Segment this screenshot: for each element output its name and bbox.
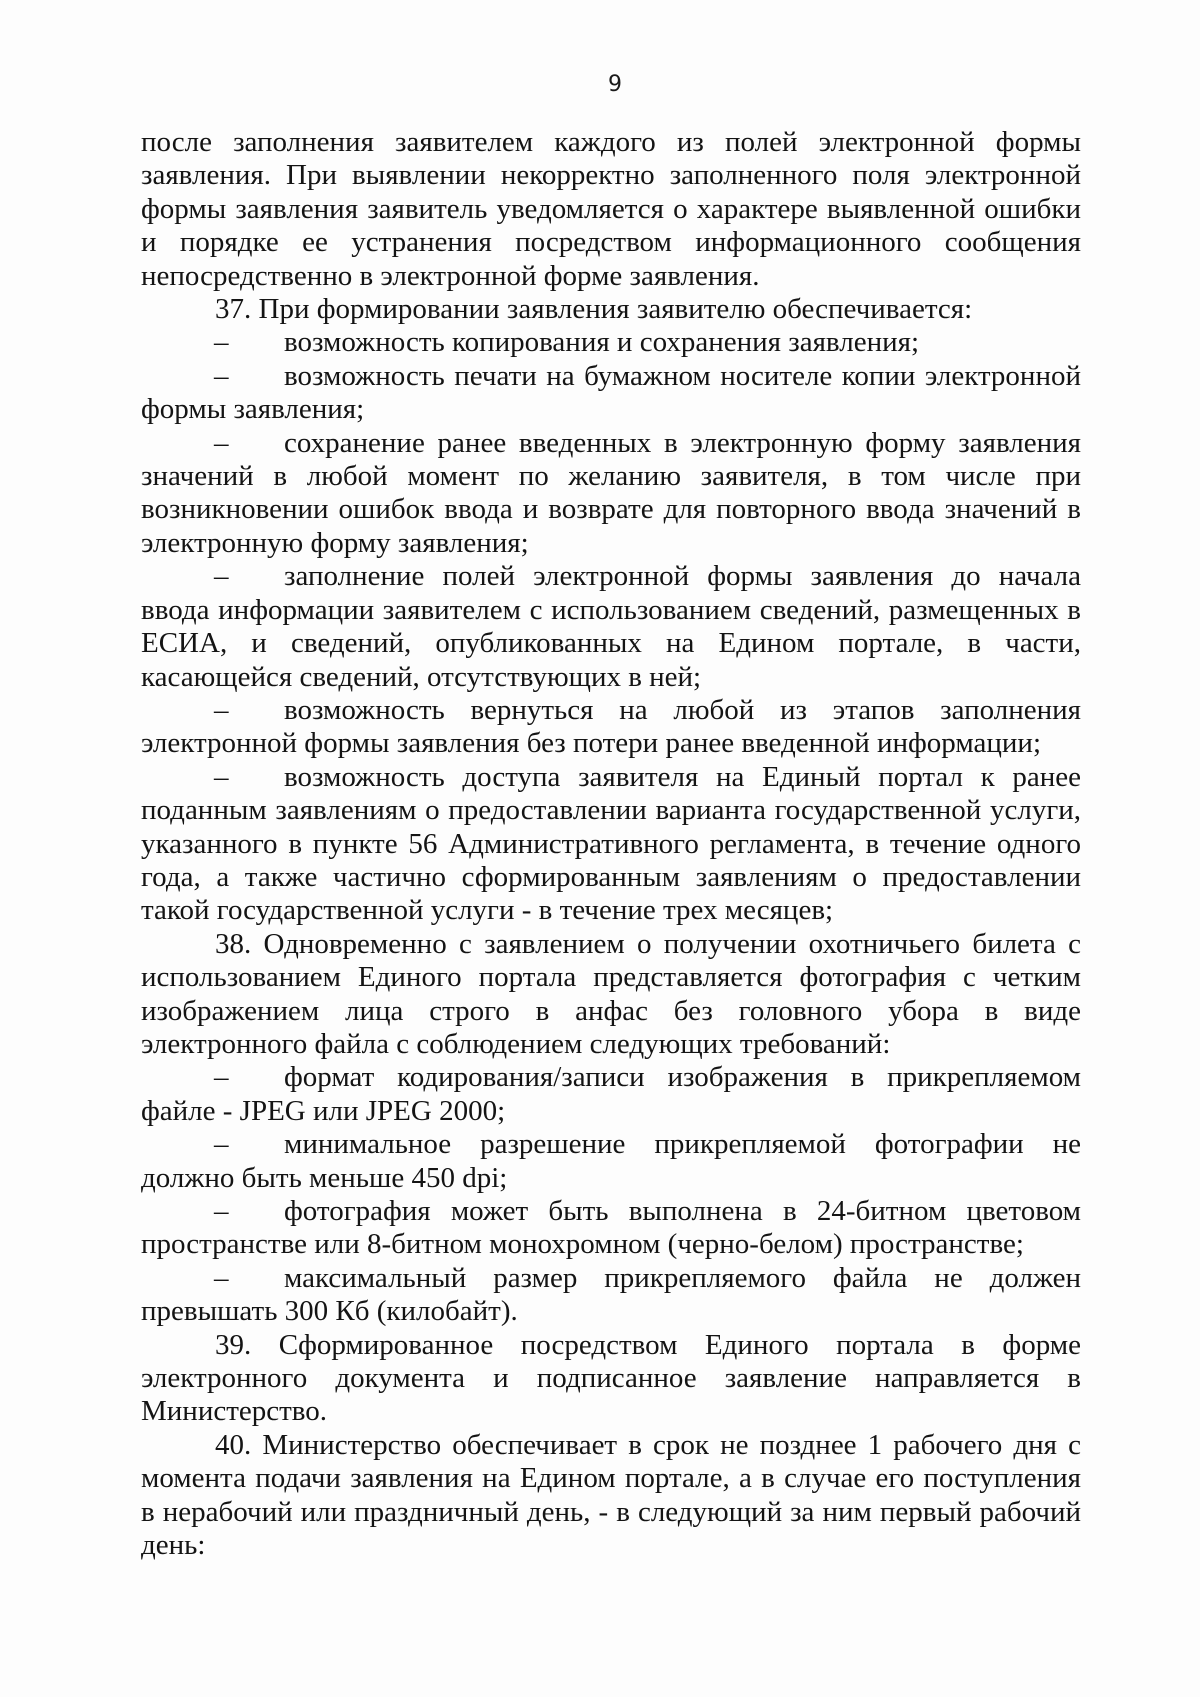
list-item xyxy=(141,360,1081,427)
list-item xyxy=(141,427,1081,561)
document-body xyxy=(141,126,1081,1562)
list-item-text: возможность доступа заявителя на Единый портал к ранее поданным заявлениям о предоставлении варианта государственной услуги, указанного в пункте 56 Административного регламента, в течение одного года, а также частично сформированным заявлениям о предоставлении такой государственной услуги - в течение трех месяцев; xyxy=(141,760,1081,927)
list-item xyxy=(141,761,1081,928)
paragraph: после заполнения заявителем каждого из полей электронной формы заявления. При выявлении некорректно заполненного поля электронной формы заявления заявитель уведомляется о характере выявленной ошибки и порядке ее устранения посредством информационного сообщения непосредственно в электронной форме заявления. xyxy=(141,126,1081,292)
list-item xyxy=(141,1128,1081,1195)
list-item xyxy=(141,1061,1081,1128)
list-item-text: фотография может быть выполнена в 24-битном цветовом пространстве или 8-битном монохромном (черно-белом) пространстве; xyxy=(141,1195,1081,1261)
dash-bullet: – xyxy=(214,693,229,726)
dash-bullet: – xyxy=(214,760,229,793)
dash-bullet: – xyxy=(214,326,229,359)
list-item-text: максимальный размер прикрепляемого файла не должен превышать 300 Кб (килобайт). xyxy=(141,1261,1081,1328)
numbered-paragraph: 37. При формировании заявления заявителю обеспечивается: xyxy=(215,293,973,326)
dash-bullet: – xyxy=(214,426,229,459)
dash-bullet: – xyxy=(214,1195,229,1227)
list-item-text: сохранение ранее введенных в электронную форму заявления значений в любой момент по желанию заявителя, в том числе при возникновении ошибок ввода и возврате для повторного ввода значений в электронную форму заявления; xyxy=(141,426,1081,559)
list-item-text: заполнение полей электронной формы заявления до начала ввода информации заявителем с использованием сведений, размещенных в ЕСИА, и сведений, опубликованных на Едином портале, в части, касающейся сведений, отсутствующих в ней; xyxy=(141,560,1081,693)
list-item xyxy=(141,694,1081,761)
list-item xyxy=(141,560,1081,694)
numbered-paragraph: 38. Одновременно с заявлением о получении охотничьего билета с использованием Единого портала представляется фотография с четким изображением лица строго в анфас без головного убора в виде электронного файла с соблюдением следующих требований: xyxy=(141,927,1081,1060)
list-item-text: минимальное разрешение прикрепляемой фотографии не должно быть меньше 450 dpi; xyxy=(141,1128,1081,1194)
dash-bullet: – xyxy=(214,1061,229,1094)
numbered-paragraph: 39. Сформированное посредством Единого портала в форме электронного документа и подписанное заявление направляется в Министерство. xyxy=(141,1328,1081,1428)
page-number: 9 xyxy=(608,72,622,97)
numbered-paragraph: 40. Министерство обеспечивает в срок не позднее 1 рабочего дня с момента подачи заявления на Едином портале, а в случае его поступления в нерабочий или праздничный день, - в следующий за ним первый рабочий день: xyxy=(141,1428,1081,1562)
dash-bullet: – xyxy=(214,359,229,392)
list-item-text: возможность копирования и сохранения заявления; xyxy=(284,326,919,359)
list-item-text: формат кодирования/записи изображения в прикрепляемом файле - JPEG или JPEG 2000; xyxy=(141,1061,1081,1127)
list-item-text: возможность печати на бумажном носителе копии электронной формы заявления; xyxy=(141,359,1081,426)
dash-bullet: – xyxy=(214,1128,229,1161)
dash-bullet: – xyxy=(214,1261,229,1294)
list-item xyxy=(141,1262,1081,1329)
list-item xyxy=(141,326,1081,359)
list-item xyxy=(141,1195,1081,1262)
list-item-text: возможность вернуться на любой из этапов заполнения электронной формы заявления без потери ранее введенной информации; xyxy=(141,693,1081,760)
dash-bullet: – xyxy=(214,560,229,593)
